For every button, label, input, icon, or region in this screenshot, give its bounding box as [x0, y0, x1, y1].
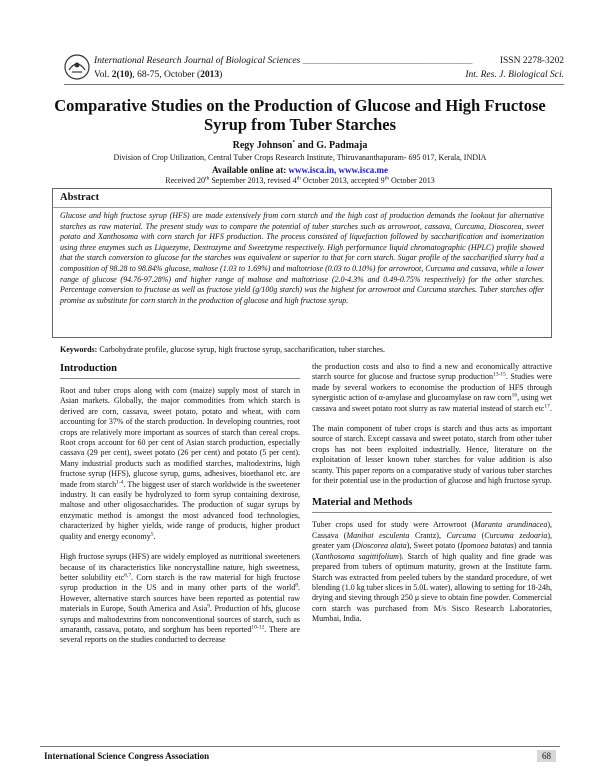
journal-header — [64, 52, 564, 86]
available-online: Available online at: www.isca.in, www.isca.me — [211, 165, 389, 175]
journal-logo-icon — [64, 54, 90, 80]
footer-organization: International Science Congress Association — [44, 751, 210, 761]
intro-paragraph-1: Root and tuber crops along with corn (maize) supply most of starch in Asian markets. Globally, the major commodities from which starch is derived are corn, cassava, sweet potato, potato and wheat, with corn accounting for 37% of the starch production. In developing countries, root crops are relatively more important as sources of starch than cereal crops. Root crops account for 60 per cent of Asian starch production, especially cassava (29 per cent), sweet potato (26 per cent) and potato (5 per cent). Many industrial products such as modified starches, maltodextrins, high fructose syrup (HFS), glucose syrup, gums, adhesives, bioethanol etc. are made from starch$^{1-4}$. The biggest user of starch worldwide is the sweetener industry. It can easily be hydrolyzed to form syrup containing dextrose, maltose and other oligosaccharides. The production of sugar syrups by enzymatic method is amongst the most advanced food technologies, characterized by higher yields, wide range of products, higher product quality and energy economy$^5$. — [60, 386, 300, 541]
introduction-heading: Introduction — [60, 362, 300, 379]
journal-name: International Research Journal of Biological Sciences _____________________________________________ — [94, 56, 472, 66]
volume-info: Vol. 2(10), 68-75, October (2013) — [94, 70, 223, 80]
intro-paragraph-4: The main component of tuber crops is starch and thus acts as important source of starch. Except cassava and sweet potato, starch from other tuber crops has not been exploited industrially. Hence, literature on the exploitation of lesser known tuber starches for value addition is also scanty. This paper reports on a comparative study of various tuber starches for their potential use in the production of glucose and high fructose syrup. — [312, 424, 552, 486]
journal-links[interactable]: www.isca.in, www.isca.me — [288, 165, 389, 175]
paper-title: Comparative Studies on the Production of Glucose and High Fructose Syrup from Tuber Starches — [54, 96, 546, 134]
methods-heading: Material and Methods — [312, 496, 552, 513]
page-footer — [40, 746, 560, 765]
keywords: Keywords: Carbohydrate profile, glucose syrup, high fructose syrup, saccharification, tuber starches. — [60, 345, 386, 354]
journal-abbrev: Int. Res. J. Biological Sci. — [465, 70, 564, 80]
authors: Regy Johnson* and G. Padmaja — [232, 139, 368, 151]
intro-paragraph-3: the production costs and also to find a new and economically attractive starch source for glucose and fructose syrup production$^{13-15}$. Studies were made by several workers to economise the production of HFS through synergistic action of α-amylase and glucoamylase on raw corn$^{16}$, using wet cassava and sweet potato root slurry as raw material instead of starch etc$^{17}$. — [312, 362, 553, 413]
abstract-heading: Abstract — [60, 192, 100, 203]
abstract-box — [52, 188, 552, 338]
right-column — [312, 362, 552, 635]
abstract-rule — [53, 207, 551, 208]
abstract-text: Glucose and high fructose syrup (HFS) are made extensively from corn starch and the high cost of production demands the lookout for alternative starches as raw material. The present study was to compare the potential of tuber starches such as arrowroot, cassava, Curcuma, Dioscorea, sweet potato and Xanthosoma with corn starch for HFS production. The process consisted of liquefaction followed by saccharification and isomerization using three enzymes such as Liquezyme, Dextrozyme and Sweetzyme respectively. High performance liquid chromatographic (HPLC) profile showed that the starch conversion to glucose for the starches was equivalent or superior to that for corn starch. Sugar profile of the saccharified slurry had a composition of 98.28 to 98.84% glucose, maltose (1.03 to 1.69%) and maltotriose (0.03 to 0.10%) for arrowroot, Curcuma and cassava, while a lower range of glucose (94.76-97.28%) and higher range of maltose and maltotriose (2.0-4.3% and 0.49-0.75% respectively) for the other starches. Percentage conversion to fructose as well as fructose yield (g/100g starch) was the highest for arrowroot and Curcuma starches. Tuber starches offer promise as substitute for corn starch in the production of glucose and high fructose syrup. — [60, 211, 544, 305]
left-column — [60, 362, 300, 656]
affiliation: Division of Crop Utilization, Central Tuber Crops Research Institute, Thiruvananthapuram- 695 017, Kerala, INDIA — [113, 153, 487, 162]
intro-paragraph-2: High fructose syrups (HFS) are widely employed as nutritional sweeteners because of its characteristics like noncrystalline nature, high sweetness, better solubility etc$^{6,7}$. Corn starch is the raw material for high fructose syrup production in the US and in many other parts of the world$^8$. However, alternative starch sources have been reported as potential raw materials in Europe, South America and Asia$^9$. Production of hfs, glucose syrups and maltodextrins from nonconventional sources of starch, such as amaranth, cassava, potato, and sorghum has been reported$^{10-12}$. There are several reports on the studies conducted to decrease — [60, 552, 301, 645]
header-rule — [64, 84, 564, 85]
page-number: 68 — [537, 750, 556, 762]
issn: ISSN 2278-3202 — [499, 56, 564, 66]
submission-dates: Received 20th September 2013, revised 4th October 2013, accepted 9th October 2013 — [165, 175, 435, 185]
methods-paragraph-1: Tuber crops used for study were Arrowroot (Maranta arundinacea), Cassava (Manihot esculenta Crantz), Curcuma (Curcuma zedoaria), greater yam (Dioscorea alata), Sweet potato (Ipomoea batatas) and tannia (Xanthosoma sagittifolium). Starch of high quality and fine grade was prepared from tubers of optimum maturity, grown at the Institute farm. Starch was extracted from peeled tubers by the standard procedure, of wet blending (1.0 kg tuber slices in 5.0L water), allowing to setting for 18-24h, drying and sieving through 250 μ sieve to obtain fine powder. Commercial corn starch was purchased from M/s Sisco Research Laboratories, Mumbai, India. — [312, 520, 553, 624]
